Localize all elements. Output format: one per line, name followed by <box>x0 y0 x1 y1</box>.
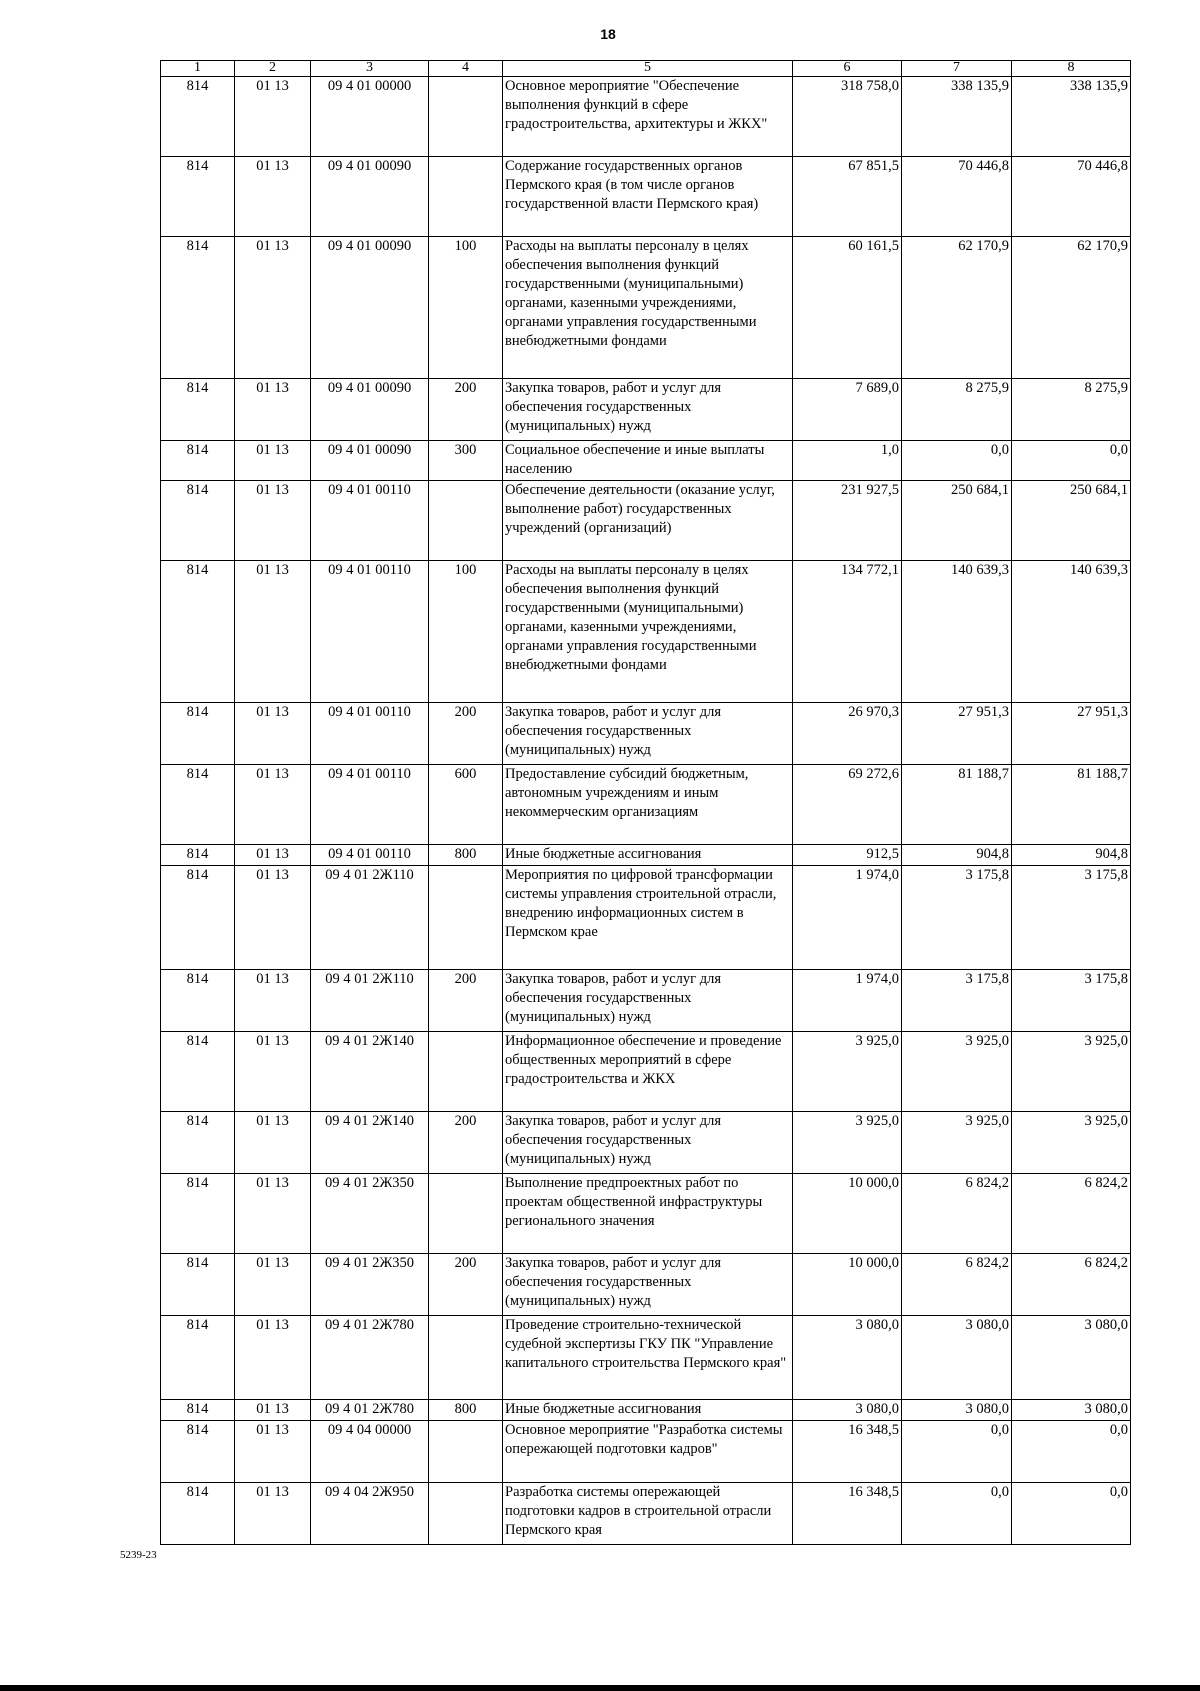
cell-description: Социальное обеспечение и иные выплаты населению <box>503 441 793 481</box>
cell-expense-type: 200 <box>429 1112 503 1174</box>
cell-section-code: 01 13 <box>235 1421 311 1483</box>
cell-admin-code: 814 <box>161 845 235 866</box>
cell-admin-code: 814 <box>161 765 235 845</box>
cell-expense-type: 600 <box>429 765 503 845</box>
cell-amount-col7: 6 824,2 <box>902 1174 1012 1254</box>
cell-admin-code: 814 <box>161 379 235 441</box>
cell-description: Основное мероприятие "Разработка системы опережающей подготовки кадров" <box>503 1421 793 1483</box>
cell-description: Выполнение предпроектных работ по проектам общественной инфраструктуры регионального значения <box>503 1174 793 1254</box>
cell-amount-col7: 0,0 <box>902 1421 1012 1483</box>
cell-amount-col6: 134 772,1 <box>793 561 902 703</box>
cell-target-article: 09 4 01 2Ж140 <box>311 1032 429 1112</box>
cell-description: Закупка товаров, работ и услуг для обеспечения государственных (муниципальных) нужд <box>503 379 793 441</box>
cell-expense-type <box>429 1421 503 1483</box>
cell-amount-col6: 1,0 <box>793 441 902 481</box>
cell-admin-code: 814 <box>161 1112 235 1174</box>
cell-section-code: 01 13 <box>235 561 311 703</box>
cell-description: Обеспечение деятельности (оказание услуг, выполнение работ) государственных учреждений (организаций) <box>503 481 793 561</box>
cell-admin-code: 814 <box>161 703 235 765</box>
cell-expense-type: 100 <box>429 237 503 379</box>
cell-amount-col8: 27 951,3 <box>1012 703 1131 765</box>
cell-amount-col6: 67 851,5 <box>793 157 902 237</box>
cell-amount-col7: 0,0 <box>902 1483 1012 1545</box>
cell-amount-col6: 3 925,0 <box>793 1032 902 1112</box>
cell-amount-col8: 904,8 <box>1012 845 1131 866</box>
cell-target-article: 09 4 01 2Ж140 <box>311 1112 429 1174</box>
cell-amount-col7: 27 951,3 <box>902 703 1012 765</box>
cell-amount-col8: 70 446,8 <box>1012 157 1131 237</box>
cell-description: Закупка товаров, работ и услуг для обеспечения государственных (муниципальных) нужд <box>503 970 793 1032</box>
table-row <box>161 703 1131 765</box>
table-row <box>161 77 1131 157</box>
table-row <box>161 561 1131 703</box>
cell-section-code: 01 13 <box>235 1032 311 1112</box>
cell-admin-code: 814 <box>161 481 235 561</box>
cell-expense-type: 800 <box>429 1400 503 1421</box>
table-row <box>161 157 1131 237</box>
cell-target-article: 09 4 01 00110 <box>311 481 429 561</box>
page-number: 18 <box>600 26 616 42</box>
cell-amount-col7: 3 925,0 <box>902 1032 1012 1112</box>
cell-amount-col8: 3 175,8 <box>1012 866 1131 970</box>
cell-section-code: 01 13 <box>235 1112 311 1174</box>
cell-amount-col7: 338 135,9 <box>902 77 1012 157</box>
cell-section-code: 01 13 <box>235 1316 311 1400</box>
column-header: 3 <box>311 61 429 77</box>
cell-amount-col8: 0,0 <box>1012 1483 1131 1545</box>
cell-expense-type <box>429 157 503 237</box>
cell-target-article: 09 4 01 00110 <box>311 845 429 866</box>
cell-admin-code: 814 <box>161 1483 235 1545</box>
cell-section-code: 01 13 <box>235 1400 311 1421</box>
cell-section-code: 01 13 <box>235 441 311 481</box>
cell-amount-col6: 10 000,0 <box>793 1174 902 1254</box>
table-row <box>161 970 1131 1032</box>
cell-amount-col6: 16 348,5 <box>793 1421 902 1483</box>
cell-expense-type <box>429 1174 503 1254</box>
column-header: 2 <box>235 61 311 77</box>
cell-target-article: 09 4 01 00090 <box>311 441 429 481</box>
cell-target-article: 09 4 01 2Ж350 <box>311 1254 429 1316</box>
cell-amount-col7: 3 080,0 <box>902 1316 1012 1400</box>
table-row <box>161 1174 1131 1254</box>
cell-section-code: 01 13 <box>235 1174 311 1254</box>
cell-target-article: 09 4 01 00110 <box>311 561 429 703</box>
cell-expense-type: 100 <box>429 561 503 703</box>
cell-amount-col8: 0,0 <box>1012 1421 1131 1483</box>
table-row <box>161 1421 1131 1483</box>
column-header: 7 <box>902 61 1012 77</box>
cell-description: Закупка товаров, работ и услуг для обеспечения государственных (муниципальных) нужд <box>503 1112 793 1174</box>
cell-admin-code: 814 <box>161 1254 235 1316</box>
cell-admin-code: 814 <box>161 1174 235 1254</box>
cell-expense-type <box>429 1483 503 1545</box>
cell-target-article: 09 4 01 2Ж350 <box>311 1174 429 1254</box>
cell-section-code: 01 13 <box>235 866 311 970</box>
cell-description: Иные бюджетные ассигнования <box>503 1400 793 1421</box>
cell-amount-col6: 318 758,0 <box>793 77 902 157</box>
cell-description: Закупка товаров, работ и услуг для обеспечения государственных (муниципальных) нужд <box>503 703 793 765</box>
cell-section-code: 01 13 <box>235 157 311 237</box>
cell-expense-type: 200 <box>429 379 503 441</box>
cell-amount-col6: 3 080,0 <box>793 1400 902 1421</box>
table-row <box>161 237 1131 379</box>
cell-target-article: 09 4 01 2Ж780 <box>311 1400 429 1421</box>
cell-admin-code: 814 <box>161 1032 235 1112</box>
column-header: 4 <box>429 61 503 77</box>
cell-amount-col8: 140 639,3 <box>1012 561 1131 703</box>
cell-section-code: 01 13 <box>235 1254 311 1316</box>
cell-amount-col7: 8 275,9 <box>902 379 1012 441</box>
cell-amount-col6: 69 272,6 <box>793 765 902 845</box>
cell-amount-col6: 1 974,0 <box>793 970 902 1032</box>
cell-description: Закупка товаров, работ и услуг для обеспечения государственных (муниципальных) нужд <box>503 1254 793 1316</box>
cell-target-article: 09 4 01 00090 <box>311 237 429 379</box>
cell-admin-code: 814 <box>161 157 235 237</box>
cell-section-code: 01 13 <box>235 703 311 765</box>
cell-amount-col7: 70 446,8 <box>902 157 1012 237</box>
cell-section-code: 01 13 <box>235 77 311 157</box>
cell-admin-code: 814 <box>161 561 235 703</box>
cell-description: Разработка системы опережающей подготовки кадров в строительной отрасли Пермского края <box>503 1483 793 1545</box>
cell-amount-col7: 250 684,1 <box>902 481 1012 561</box>
cell-amount-col8: 8 275,9 <box>1012 379 1131 441</box>
cell-admin-code: 814 <box>161 237 235 379</box>
cell-amount-col8: 3 080,0 <box>1012 1316 1131 1400</box>
cell-description: Содержание государственных органов Пермского края (в том числе органов государственной власти Пермского края) <box>503 157 793 237</box>
cell-expense-type: 200 <box>429 1254 503 1316</box>
cell-amount-col6: 16 348,5 <box>793 1483 902 1545</box>
cell-admin-code: 814 <box>161 1316 235 1400</box>
cell-amount-col6: 1 974,0 <box>793 866 902 970</box>
table-row <box>161 1112 1131 1174</box>
cell-amount-col7: 140 639,3 <box>902 561 1012 703</box>
cell-amount-col7: 62 170,9 <box>902 237 1012 379</box>
cell-amount-col8: 62 170,9 <box>1012 237 1131 379</box>
table-header-row <box>161 61 1131 77</box>
cell-target-article: 09 4 01 00110 <box>311 765 429 845</box>
cell-amount-col8: 250 684,1 <box>1012 481 1131 561</box>
cell-amount-col8: 3 175,8 <box>1012 970 1131 1032</box>
cell-target-article: 09 4 01 2Ж110 <box>311 866 429 970</box>
table-row <box>161 441 1131 481</box>
cell-description: Проведение строительно-технической судебной экспертизы ГКУ ПК "Управление капитального строительства Пермского края" <box>503 1316 793 1400</box>
cell-section-code: 01 13 <box>235 237 311 379</box>
cell-expense-type: 800 <box>429 845 503 866</box>
cell-section-code: 01 13 <box>235 970 311 1032</box>
cell-amount-col8: 3 925,0 <box>1012 1032 1131 1112</box>
cell-description: Основное мероприятие "Обеспечение выполнения функций в сфере градостроительства, архитектуры и ЖКХ" <box>503 77 793 157</box>
cell-amount-col7: 3 925,0 <box>902 1112 1012 1174</box>
cell-amount-col7: 0,0 <box>902 441 1012 481</box>
cell-amount-col7: 3 080,0 <box>902 1400 1012 1421</box>
column-header: 1 <box>161 61 235 77</box>
table-row <box>161 481 1131 561</box>
table-row <box>161 1316 1131 1400</box>
cell-amount-col8: 81 188,7 <box>1012 765 1131 845</box>
cell-amount-col8: 3 080,0 <box>1012 1400 1131 1421</box>
cell-amount-col6: 60 161,5 <box>793 237 902 379</box>
cell-target-article: 09 4 01 00000 <box>311 77 429 157</box>
cell-target-article: 09 4 01 00110 <box>311 703 429 765</box>
cell-description: Информационное обеспечение и проведение общественных мероприятий в сфере градостроительства и ЖКХ <box>503 1032 793 1112</box>
column-header: 5 <box>503 61 793 77</box>
cell-expense-type <box>429 1032 503 1112</box>
cell-amount-col8: 3 925,0 <box>1012 1112 1131 1174</box>
cell-admin-code: 814 <box>161 866 235 970</box>
cell-section-code: 01 13 <box>235 379 311 441</box>
cell-target-article: 09 4 01 2Ж110 <box>311 970 429 1032</box>
cell-amount-col8: 0,0 <box>1012 441 1131 481</box>
cell-amount-col6: 26 970,3 <box>793 703 902 765</box>
cell-amount-col7: 81 188,7 <box>902 765 1012 845</box>
cell-amount-col7: 3 175,8 <box>902 970 1012 1032</box>
cell-amount-col6: 7 689,0 <box>793 379 902 441</box>
cell-amount-col7: 3 175,8 <box>902 866 1012 970</box>
table-row <box>161 845 1131 866</box>
cell-amount-col8: 6 824,2 <box>1012 1254 1131 1316</box>
cell-description: Расходы на выплаты персоналу в целях обеспечения выполнения функций государственными (муниципальными) органами, казенными учреждениями, органами управления государственными внебюджетными фондами <box>503 561 793 703</box>
table-row <box>161 866 1131 970</box>
cell-section-code: 01 13 <box>235 481 311 561</box>
cell-expense-type <box>429 77 503 157</box>
budget-table <box>160 60 1131 1545</box>
cell-amount-col6: 912,5 <box>793 845 902 866</box>
cell-admin-code: 814 <box>161 1421 235 1483</box>
cell-target-article: 09 4 01 00090 <box>311 379 429 441</box>
cell-description: Предоставление субсидий бюджетным, автономным учреждениям и иным некоммерческим организациям <box>503 765 793 845</box>
cell-amount-col8: 338 135,9 <box>1012 77 1131 157</box>
cell-description: Мероприятия по цифровой трансформации системы управления строительной отрасли, внедрению информационных систем в Пермском крае <box>503 866 793 970</box>
cell-amount-col6: 10 000,0 <box>793 1254 902 1316</box>
cell-description: Расходы на выплаты персоналу в целях обеспечения выполнения функций государственными (муниципальными) органами, казенными учреждениями, органами управления государственными внебюджетными фондами <box>503 237 793 379</box>
cell-expense-type: 200 <box>429 970 503 1032</box>
cell-target-article: 09 4 01 00090 <box>311 157 429 237</box>
cell-expense-type: 200 <box>429 703 503 765</box>
cell-target-article: 09 4 04 00000 <box>311 1421 429 1483</box>
table-row <box>161 1400 1131 1421</box>
cell-admin-code: 814 <box>161 1400 235 1421</box>
cell-expense-type <box>429 481 503 561</box>
cell-amount-col8: 6 824,2 <box>1012 1174 1131 1254</box>
cell-expense-type: 300 <box>429 441 503 481</box>
cell-target-article: 09 4 01 2Ж780 <box>311 1316 429 1400</box>
cell-expense-type <box>429 1316 503 1400</box>
table-row <box>161 765 1131 845</box>
document-code: 5239-23 <box>120 1549 157 1561</box>
column-header: 6 <box>793 61 902 77</box>
table-row <box>161 1483 1131 1545</box>
cell-section-code: 01 13 <box>235 845 311 866</box>
cell-amount-col7: 6 824,2 <box>902 1254 1012 1316</box>
cell-amount-col6: 231 927,5 <box>793 481 902 561</box>
cell-admin-code: 814 <box>161 77 235 157</box>
cell-amount-col6: 3 925,0 <box>793 1112 902 1174</box>
column-header: 8 <box>1012 61 1131 77</box>
cell-expense-type <box>429 866 503 970</box>
scan-border <box>0 1685 1200 1691</box>
cell-amount-col6: 3 080,0 <box>793 1316 902 1400</box>
cell-admin-code: 814 <box>161 441 235 481</box>
table-row <box>161 379 1131 441</box>
cell-section-code: 01 13 <box>235 1483 311 1545</box>
cell-section-code: 01 13 <box>235 765 311 845</box>
table-row <box>161 1254 1131 1316</box>
table-row <box>161 1032 1131 1112</box>
cell-target-article: 09 4 04 2Ж950 <box>311 1483 429 1545</box>
cell-description: Иные бюджетные ассигнования <box>503 845 793 866</box>
cell-admin-code: 814 <box>161 970 235 1032</box>
cell-amount-col7: 904,8 <box>902 845 1012 866</box>
